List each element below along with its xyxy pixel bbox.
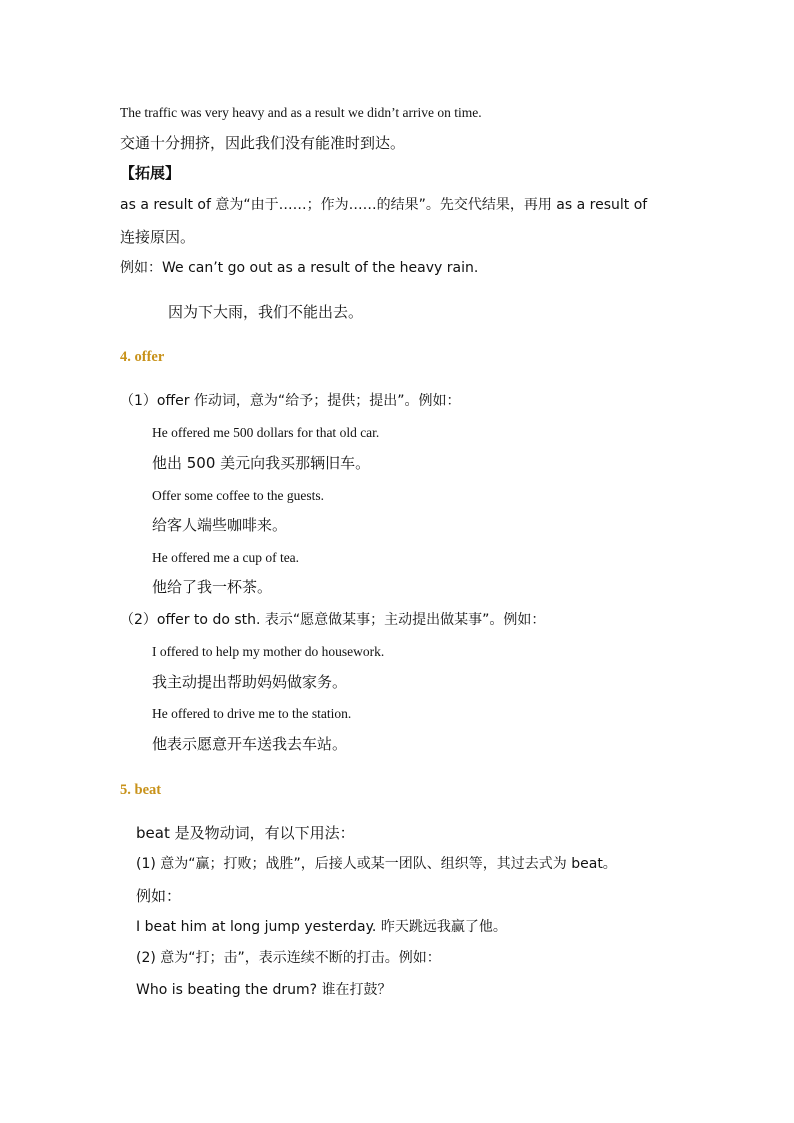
section-heading-offer: 4. offer [120, 349, 165, 365]
offer-example-3-en: He offered me a cup of tea. [152, 550, 300, 565]
expand-label: 【拓展】 [120, 164, 181, 182]
offer-example-3-zh: 他给了我一杯茶。 [152, 578, 273, 596]
offer-example-1-zh: 他出 500 美元向我买那辆旧车。 [152, 454, 371, 472]
beat-usage-1-example-label: 例如： [136, 887, 182, 905]
beat-usage-2: (2) 意为“打；击”，表示连续不断的打击。例如： [136, 950, 441, 966]
offer-example-1-en: He offered me 500 dollars for that old car. [152, 425, 380, 440]
offer-example-4-zh: 我主动提出帮助妈妈做家务。 [152, 673, 348, 691]
note-line-1: as a result of 意为“由于……；作为……的结果”。先交代结果，再用 as a result of [120, 197, 648, 213]
beat-intro: beat 是及物动词，有以下用法： [136, 824, 355, 842]
example-line: 例如：We can’t go out as a result of the heavy rain. [120, 260, 479, 276]
note-line-2: 连接原因。 [120, 228, 196, 246]
beat-example-2: Who is beating the drum? 谁在打鼓？ [136, 982, 392, 998]
offer-example-2-en: Offer some coffee to the guests. [152, 488, 324, 503]
beat-example-1: I beat him at long jump yesterday. 昨天跳远我赢了他。 [136, 919, 507, 935]
offer-example-2-zh: 给客人端些咖啡来。 [152, 516, 288, 534]
example-line-chinese: 因为下大雨，我们不能出去。 [168, 303, 364, 321]
offer-example-5-en: He offered to drive me to the station. [152, 706, 352, 721]
section-heading-beat: 5. beat [120, 782, 162, 798]
example-chinese: 交通十分拥挤，因此我们没有能准时到达。 [120, 134, 406, 152]
offer-example-5-zh: 他表示愿意开车送我去车站。 [152, 735, 348, 753]
beat-usage-1: (1) 意为“赢；打败；战胜”，后接人或某一团队、组织等，其过去式为 beat。 [136, 856, 617, 872]
offer-usage-1: （1）offer 作动词，意为“给予；提供；提出”。例如： [120, 393, 461, 409]
example-english: The traffic was very heavy and as a result we didn’t arrive on time. [120, 105, 482, 120]
offer-example-4-en: I offered to help my mother do housework. [152, 644, 385, 659]
offer-usage-2: （2）offer to do sth. 表示“愿意做某事；主动提出做某事”。例如： [120, 612, 546, 628]
